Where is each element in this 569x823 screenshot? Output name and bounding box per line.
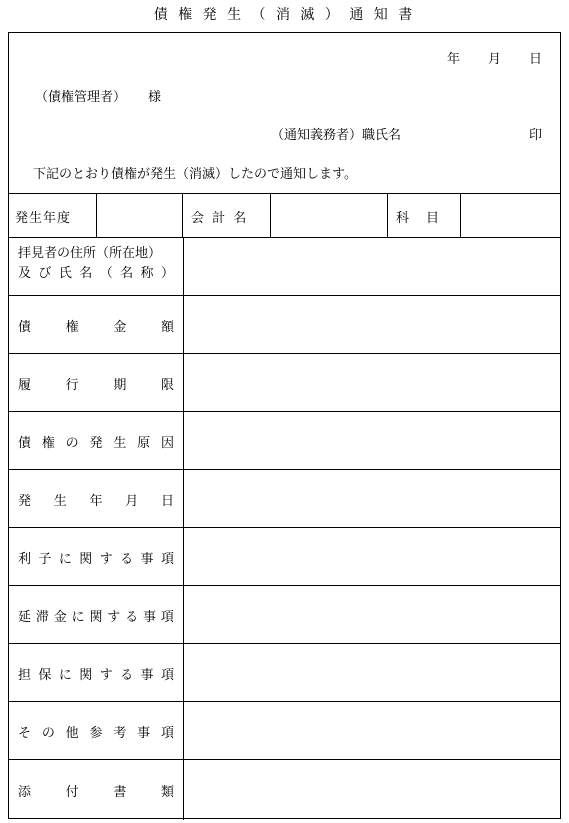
label-char: 及: [18, 266, 32, 281]
date-month-label: 月: [487, 52, 501, 67]
item-label: 科 目: [396, 211, 442, 226]
document-title: 債 権 発 生 （ 消 滅 ） 通 知 書: [153, 7, 416, 23]
row-label-attachments: [18, 781, 174, 800]
item-field[interactable]: [467, 209, 555, 231]
label-char: 類: [160, 785, 174, 800]
divider: [9, 237, 560, 238]
label-char: 期: [113, 378, 127, 393]
label-char: る: [120, 552, 134, 567]
divider: [9, 527, 560, 528]
label-char: 他: [65, 726, 79, 741]
label-char: の: [41, 726, 55, 741]
row-label-interest-matters: [18, 548, 174, 567]
label-char: 因: [160, 436, 174, 451]
label-char: 関: [79, 668, 93, 683]
label-char: ）: [160, 266, 174, 281]
label-char: 項: [160, 552, 174, 567]
label-char: （: [99, 266, 113, 281]
obligor-label: [18, 244, 174, 284]
addressee-line: [35, 86, 161, 105]
label-char: 名: [79, 266, 93, 281]
label-char: 項: [160, 726, 174, 741]
label-char: 事: [140, 552, 154, 567]
label-char: に: [58, 668, 72, 683]
label-char: 担: [18, 668, 32, 683]
notifier-label: （通知義務者）職氏名: [271, 128, 402, 143]
label-char: 項: [160, 610, 174, 625]
label-char: 参: [89, 726, 103, 741]
label-char: 債: [18, 436, 32, 451]
divider: [9, 469, 560, 470]
label-char: に: [71, 610, 85, 625]
divider: [9, 193, 560, 194]
obligor-label-line1: 拝見者の住所（所在地）: [18, 246, 162, 261]
label-char: 権: [65, 320, 79, 335]
label-char: 名: [120, 266, 134, 281]
row-label-late-charge-matters: [18, 606, 174, 625]
label-char: 年: [89, 494, 103, 509]
label-char: 子: [38, 552, 52, 567]
label-char: 事: [140, 668, 154, 683]
label-char: 関: [89, 610, 103, 625]
notification-form: [8, 32, 561, 819]
date-year-label: 年: [446, 52, 460, 67]
divider: [96, 193, 97, 237]
obligor-label-line2: [18, 264, 174, 284]
label-char: 履: [18, 378, 32, 393]
label-char: 添: [18, 785, 32, 800]
label-char: 原: [137, 436, 151, 451]
label-char: 保: [38, 668, 52, 683]
label-column-divider: [183, 237, 184, 820]
label-char: す: [107, 610, 121, 625]
divider: [9, 295, 560, 296]
label-char: 事: [143, 610, 157, 625]
label-char: 発: [89, 436, 103, 451]
label-char: る: [120, 668, 134, 683]
label-char: 行: [65, 378, 79, 393]
label-char: び: [38, 266, 52, 281]
divider: [9, 759, 560, 760]
account-name-field[interactable]: [277, 209, 383, 231]
label-char: 氏: [58, 266, 72, 281]
divider: [9, 411, 560, 412]
divider: [9, 643, 560, 644]
label-char: 生: [53, 494, 67, 509]
date-day-label: 日: [528, 52, 542, 67]
row-label-other-notes: [18, 722, 174, 741]
divider: [9, 353, 560, 354]
seal-mark: 印: [528, 128, 542, 143]
divider: [387, 193, 388, 237]
label-char: 日: [160, 494, 174, 509]
label-char: す: [99, 668, 113, 683]
label-char: す: [99, 552, 113, 567]
label-char: 債: [18, 320, 32, 335]
label-char: の: [65, 436, 79, 451]
row-label-collateral-matters: [18, 664, 174, 683]
fiscal-year-label: 発生年度: [15, 211, 72, 226]
label-char: 生: [113, 436, 127, 451]
label-char: 利: [18, 552, 32, 567]
label-char: 滞: [35, 610, 49, 625]
label-char: 事: [137, 726, 151, 741]
label-char: 付: [65, 785, 79, 800]
label-char: る: [125, 610, 139, 625]
divider: [460, 193, 461, 237]
row-label-due-date: [18, 374, 174, 393]
label-char: 額: [160, 320, 174, 335]
label-char: 限: [160, 378, 174, 393]
label-char: 権: [41, 436, 55, 451]
label-char: 考: [113, 726, 127, 741]
account-name-label: 会 計 名: [191, 211, 249, 226]
label-char: そ: [18, 726, 32, 741]
label-char: 延: [18, 610, 32, 625]
row-label-claim-amount: [18, 316, 174, 335]
label-char: 金: [53, 610, 67, 625]
label-char: 称: [140, 266, 154, 281]
label-char: 書: [113, 785, 127, 800]
divider: [9, 701, 560, 702]
date-fields: [447, 48, 542, 67]
row-label-occurrence-date: [18, 490, 174, 509]
label-char: 関: [79, 552, 93, 567]
row-label-claim-cause: [18, 432, 174, 451]
label-char: 発: [18, 494, 32, 509]
label-char: 項: [160, 668, 174, 683]
addressee-label: （債権管理者）: [35, 90, 127, 105]
label-char: 金: [113, 320, 127, 335]
label-char: 月: [125, 494, 139, 509]
divider: [9, 585, 560, 586]
label-char: に: [58, 552, 72, 567]
divider: [182, 193, 183, 237]
divider: [270, 193, 271, 237]
notification-statement: 下記のとおり債権が発生（消滅）したので通知します。: [33, 167, 357, 182]
addressee-suffix: 様: [148, 90, 162, 105]
fiscal-year-field[interactable]: [103, 209, 179, 231]
